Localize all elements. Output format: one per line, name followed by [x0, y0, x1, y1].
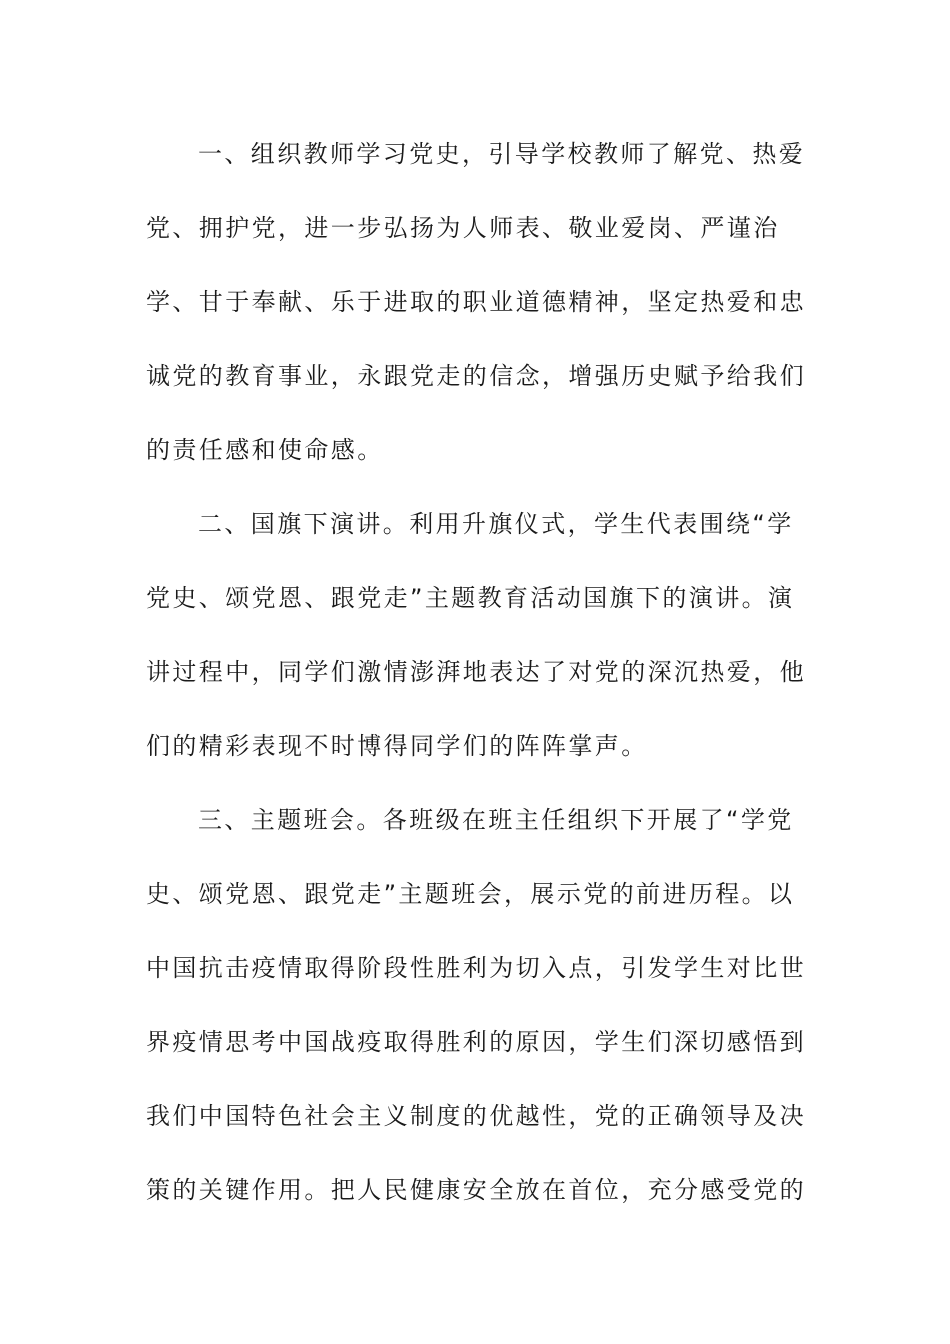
paragraph-1-line-5: 的责任感和使命感。	[146, 436, 384, 464]
paragraph-3-line-2: 史、颂党恩、跟党走”主题班会，展示党的前进历程。以	[146, 880, 795, 908]
paragraph-3-line-6: 策的关键作用。把人民健康安全放在首位，充分感受党的	[146, 1176, 806, 1204]
paragraph-2-line-2: 党史、颂党恩、跟党走”主题教育活动国旗下的演讲。演	[146, 584, 795, 612]
paragraph-3-line-1: 三、主题班会。各班级在班主任组织下开展了“学党	[198, 806, 794, 834]
paragraph-3-line-3: 中国抗击疫情取得阶段性胜利为切入点，引发学生对比世	[146, 954, 806, 982]
paragraph-1-line-4: 诚党的教育事业，永跟党走的信念，增强历史赋予给我们	[146, 362, 806, 390]
paragraph-1-line-3: 学、甘于奉献、乐于进取的职业道德精神，坚定热爱和忠	[146, 288, 806, 316]
paragraph-2-line-4: 们的精彩表现不时博得同学们的阵阵掌声。	[146, 732, 648, 760]
paragraph-2-line-3: 讲过程中，同学们激情澎湃地表达了对党的深沉热爱，他	[146, 658, 806, 686]
paragraph-1-line-2: 党、拥护党，进一步弘扬为人师表、敬业爱岗、严谨治	[146, 214, 780, 242]
paragraph-3-line-5: 我们中国特色社会主义制度的优越性，党的正确领导及决	[146, 1102, 806, 1130]
paragraph-2-line-1: 二、国旗下演讲。利用升旗仪式，学生代表围绕“学	[198, 510, 794, 538]
paragraph-3-line-4: 界疫情思考中国战疫取得胜利的原因，学生们深切感悟到	[146, 1028, 806, 1056]
body-text	[146, 127, 806, 1237]
paragraph-1-line-1: 一、组织教师学习党史，引导学校教师了解党、热爱	[198, 140, 806, 168]
